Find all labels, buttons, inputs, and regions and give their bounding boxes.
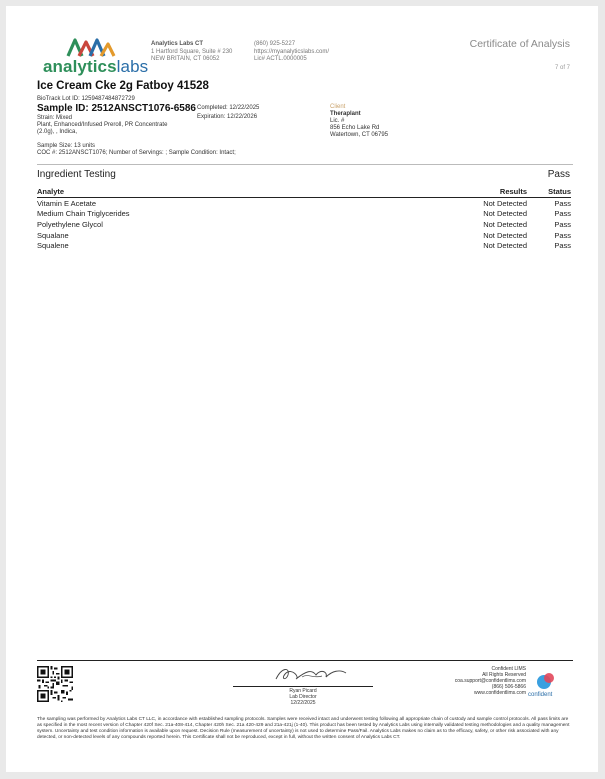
expiration-date: Expiration: 12/22/2026 [197, 114, 258, 120]
product-details [37, 115, 167, 136]
table-row [37, 198, 571, 209]
sample-id: Sample ID: 2512ANSCT1076-6586 [37, 103, 196, 114]
ingredient-results-table [37, 187, 571, 251]
signer-block [233, 688, 373, 706]
lab-website[interactable]: https://myanalyticslabs.com/ [254, 48, 330, 55]
lims-support-phone: (866) 506-5866 [491, 684, 526, 690]
client-city: Watertown, CT 06795 [330, 132, 389, 138]
status-cell: Pass [554, 230, 571, 240]
page-number: 7 of 7 [554, 65, 570, 71]
signer-name: Ryan Picard [289, 688, 317, 694]
strain: Strain: Mixed [37, 115, 73, 121]
signature-icon [272, 665, 352, 685]
result-cell: Not Detected [483, 241, 527, 251]
result-cell: Not Detected [483, 209, 527, 219]
signature-line [233, 686, 373, 687]
status-cell: Pass [554, 198, 571, 208]
status-cell: Pass [554, 219, 571, 229]
signer-date: 12/22/2025 [290, 700, 316, 706]
table-row [37, 209, 571, 220]
analyte-cell: Vitamin E Acetate [37, 198, 97, 208]
client-license: Lic. # [330, 118, 345, 124]
lims-support-email[interactable]: coa.support@confidentlims.com [454, 678, 526, 684]
footer-divider [37, 660, 573, 661]
lims-rights: All Rights Reserved [482, 672, 526, 678]
product-type: Plant, Enhanced/Infused Preroll, PR Concentrate [37, 122, 168, 128]
lims-website[interactable]: www.confidentlims.com [474, 690, 526, 696]
lab-name: Analytics Labs CT [151, 41, 204, 47]
certificate-page [6, 6, 598, 772]
sample-size: Sample Size: 13 units [37, 143, 96, 149]
status-cell: Pass [554, 209, 571, 219]
logo-wordmark-main: analytics [43, 57, 117, 76]
section-title: Ingredient Testing [37, 169, 116, 180]
qr-code-icon[interactable] [37, 666, 73, 702]
section-divider [37, 164, 573, 165]
logo-wordmark [43, 57, 148, 77]
column-status: Status [527, 187, 571, 198]
analytics-labs-logo-icon [66, 34, 116, 58]
lab-address [151, 41, 232, 64]
lab-license: Lic# ACTL.0000005 [254, 56, 307, 62]
result-cell: Not Detected [483, 230, 527, 240]
lab-address-line2: NEW BRITAIN, CT 06052 [151, 56, 220, 62]
lims-info [406, 666, 526, 696]
result-cell: Not Detected [483, 198, 527, 208]
client-street: 856 Echo Lake Rd [330, 125, 380, 131]
signer-title: Lab Director [289, 694, 317, 700]
lab-phone: (860) 925-5227 [254, 41, 296, 47]
table-row [37, 240, 571, 251]
lab-address-line1: 1 Hartford Square, Suite # 230 [151, 48, 233, 55]
logo-wordmark-sub: labs [116, 57, 149, 76]
status-cell: Pass [554, 241, 571, 251]
disclaimer-text: The sampling was performed by Analytics Labs CT LLC, in accordance with established sampling protocols. Samples were received intact and underwent testing following all appropriate chain of custody and sample control protocols. All pass limits are as specified in the most recent version of Chapter 420f Sec. 21a-408-414, Chapter 420h Sec. 21a 420-429 and 21a-421j (1-40). This product has been tested by Analytics Labs using internally validated testing methodologies and a quality management system. Uncertainty and test condition information is available upon request. Decision Rule (measurement of uncertainty) is not used to determine Pass/Fail. Analytics Labs makes no claim as to the efficacy, safety, or other risk associated with any detected, or non-detected levels of any compounds reported herein. This Certificate shall not be reproduced, except in full, without the written consent of Analytics Labs CT. [37, 717, 570, 740]
product-size: (2.0g), , Indica, [37, 129, 78, 135]
client-block [330, 104, 388, 139]
column-analyte: Analyte [37, 187, 417, 198]
completed-date: Completed: 12/22/2025 [197, 105, 260, 111]
table-header-row [37, 187, 571, 198]
confident-logo-text: confident [528, 692, 553, 698]
analyte-cell: Polyethylene Glycol [37, 219, 103, 229]
column-results: Results [417, 187, 527, 198]
confident-logo-icon [536, 671, 556, 691]
product-name: Ice Cream Cke 2g Fatboy 41528 [37, 80, 209, 92]
lab-contact [254, 41, 329, 64]
client-label: Client [330, 104, 346, 110]
result-cell: Not Detected [483, 219, 527, 229]
section-overall-status: Pass [547, 169, 570, 180]
coc-line: COC #: 2512ANSCT1076; Number of Servings: ; Sample Condition: Intact; [37, 150, 236, 156]
client-name: Theraplant [330, 111, 361, 117]
table-row [37, 230, 571, 241]
analyte-cell: Medium Chain Triglycerides [37, 209, 130, 219]
document-title: Certificate of Analysis [469, 38, 570, 50]
table-row [37, 219, 571, 230]
biotrack-lot-id: BioTrack Lot ID: 1259487484872729 [37, 96, 135, 102]
analyte-cell: Squalene [37, 241, 69, 251]
lims-name: Confident LIMS [491, 666, 526, 672]
analyte-cell: Squalane [37, 230, 69, 240]
